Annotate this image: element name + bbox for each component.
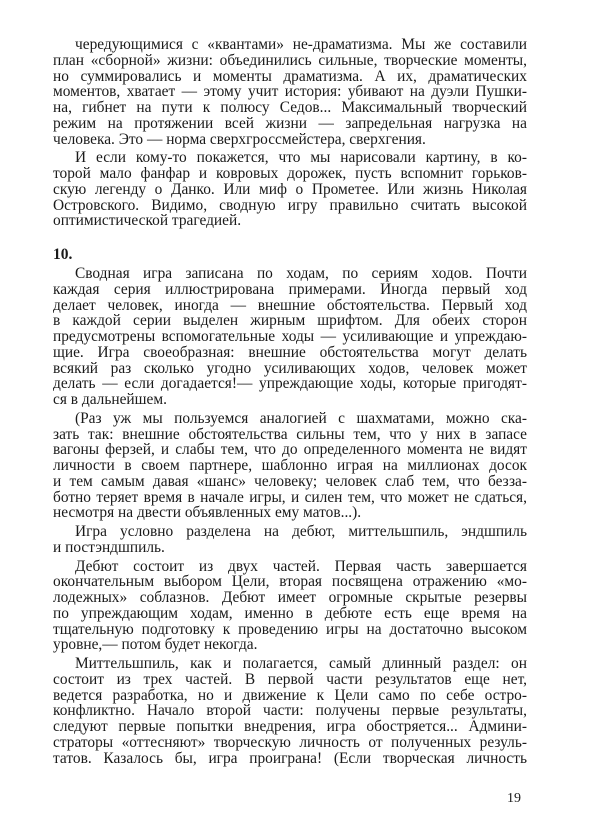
text-line: страторы «оттесняют» творческую личность от полученных резуль- — [53, 733, 527, 751]
text-line: и тем самым давая «шанс» человеку; человек слаб тем, что безза- — [53, 472, 527, 490]
text-line: оптимистической трагедией. — [53, 212, 242, 230]
text-line: всякий раз сколько угодно усиливающих ходов, человек может — [53, 359, 527, 377]
text-line: предусмотрены вспомогательные ходы — усиливающие и упреждаю- — [53, 328, 527, 345]
page-body — [53, 37, 527, 766]
text-line: Сводная игра записана по ходам, по сериям ходов. Почти — [75, 265, 527, 282]
section-heading: 10. — [53, 246, 73, 263]
paragraph — [53, 559, 527, 654]
text-line: состоит из трех частей. В первой части результатов еще нет, — [53, 670, 527, 688]
text-block-intro — [53, 37, 527, 229]
text-line: по упреждающим ходам, именно в дебюте есть еще время на — [53, 604, 527, 622]
text-line: несмотря на двести объявленных ему матов...). — [53, 504, 362, 522]
text-line: ведется разработка, но и движение к Цели само по себе остро- — [53, 686, 527, 704]
text-line: И если кому-то покажется, что мы нарисовали картину, в ко- — [75, 149, 527, 167]
text-line: (Раз уж мы пользуемся аналогией с шахматами, можно ска- — [75, 409, 527, 427]
text-line: конфликтно. Начало второй части: получены первые результаты, — [53, 702, 527, 720]
text-line: человека. Это — норма сверхгроссмейстера, сверхгения. — [53, 130, 426, 148]
text-line: Игра условно разделена на дебют, миттельшпиль, эндшпиль — [75, 523, 527, 540]
text-line: и постэндшпиль. — [53, 538, 165, 556]
text-line: Островского. Видимо, сводную игру правильно считать высокой — [53, 196, 527, 214]
text-line: окончательным выбором Цели, вторая посвящена отражению «мо- — [53, 573, 527, 591]
text-line: тщательную подготовку к проведению игры на достаточно высоком — [53, 620, 527, 638]
text-line: торой мало фанфар и ковровых дорожек, пусть вспомнит горьков- — [53, 165, 527, 182]
text-line: ся в дальнейшем. — [53, 391, 167, 408]
text-line: в каждой серии выделен жирным шрифтом. Для обеих сторон — [53, 312, 527, 330]
text-line: моментов, хватает — этому учит история: убивают на дуэли Пушки- — [53, 83, 527, 101]
text-line: татов. Казалось бы, игра проиграна! (Если творческая личность — [53, 749, 527, 767]
text-line: режим на протяжении всей жизни — запредельная нагрузка на — [53, 114, 527, 132]
paragraph — [53, 656, 527, 766]
text-line: делать — если догадается!— упреждающие ходы, которые пригодят- — [53, 375, 527, 393]
text-line: зать так: внешние обстоятельства сильны тем, что у них в запасе — [53, 425, 527, 443]
text-line: уровне,— потом будет некогда. — [53, 636, 258, 654]
text-line: вагоны ферзей, и слабы тем, что до определенного момента не видят — [53, 441, 527, 459]
text-line: Дебют состоит из двух частей. Первая часть завершается — [75, 557, 527, 575]
text-line: на, гибнет на пути к полюсу Седов... Максимальный творческий — [53, 99, 527, 116]
text-line: щие. Игра своеобразная: внешние обстоятельства могут делать — [53, 343, 527, 361]
paragraph — [53, 524, 527, 556]
text-block-section-10 — [53, 266, 527, 766]
text-line: ботно теряет время в начале игры, и силен тем, что может не сдаться, — [53, 488, 527, 506]
paragraph — [53, 150, 527, 229]
text-line: план «сборной» жизни: объединились сильные, творческие моменты, — [53, 51, 527, 69]
text-line: следуют первые попытки внедрения, игра обостряется... Админи- — [53, 718, 527, 735]
text-line: делает человек, иногда — внешние обстоятельства. Первый ход — [53, 296, 527, 314]
paragraph — [53, 266, 527, 408]
text-line: лодежных» соблазнов. Дебют имеет огромные скрытые резервы — [53, 589, 527, 606]
text-line: каждая серия иллюстрирована примерами. Иногда первый ход — [53, 280, 527, 298]
text-line: Миттельшпиль, как и полагается, самый длинный раздел: он — [75, 655, 527, 672]
text-line: чередующимися с «квантами» не-драматизма. Мы же составили — [75, 36, 527, 53]
text-line: личности в своем партнере, шаблонно играя на миллионах досок — [53, 457, 527, 474]
text-line: скую легенду о Данко. Или миф о Прометее. Или жизнь Николая — [53, 180, 527, 198]
page-number: 19 — [507, 791, 521, 806]
text-line: но суммировались и моменты драматизма. А их, драматических — [53, 67, 527, 85]
paragraph — [53, 37, 527, 147]
paragraph — [53, 411, 527, 521]
